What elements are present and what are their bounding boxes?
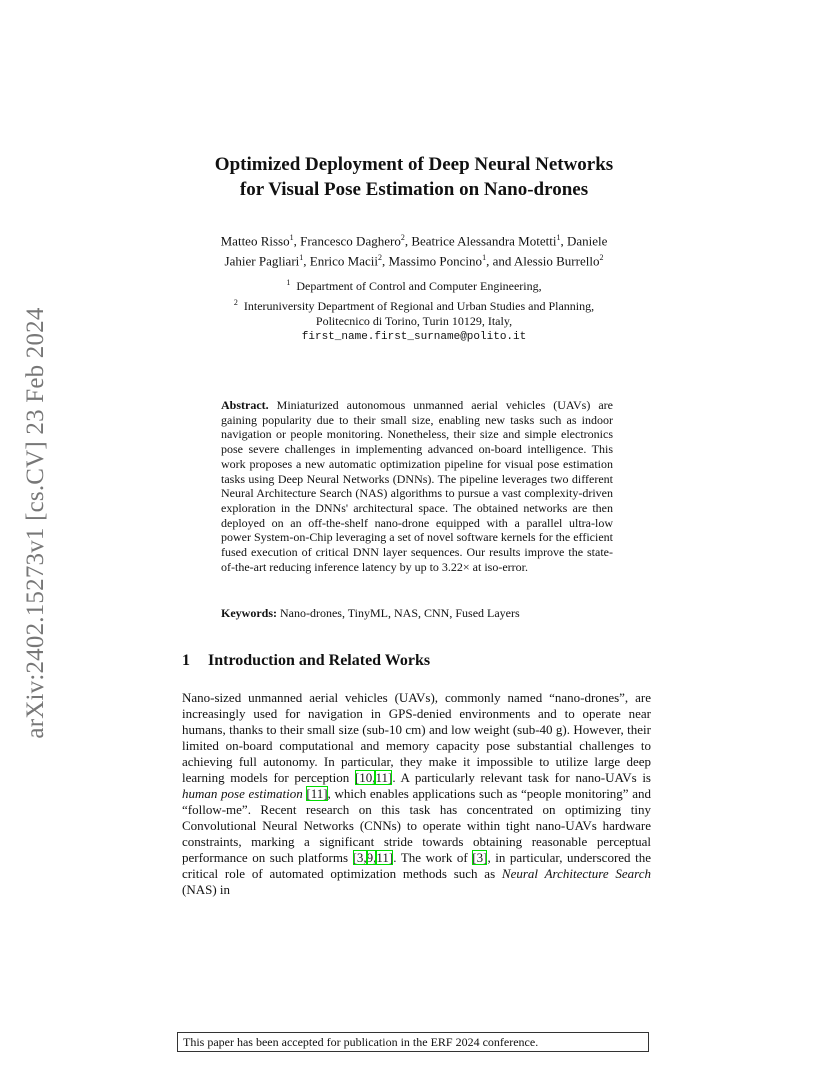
- paper-title-line-1: Optimized Deployment of Deep Neural Networks: [214, 154, 614, 175]
- author-name: , Daniele: [560, 233, 608, 249]
- section-heading: [182, 651, 430, 671]
- author-line-1: [150, 229, 678, 249]
- abstract-label: Abstract.: [221, 398, 269, 412]
- abstract-text: Miniaturized autonomous unmanned aerial vehicles (UAVs) are gaining popularity due to their small size, enabling new tasks such as indoor navigation or people monitoring. Nonetheless, their size and simple electronics pose severe challenges in implementing advanced on-board intelligence. This work proposes a new automatic optimization pipeline for visual pose estimation tasks using Deep Neural Networks (DNNs). The pipeline leverages two different Neural Architecture Search (NAS) algorithms to pursue a vast complexity-driven exploration in the DNNs' architectural space. The obtained networks are then deployed on an off-the-shelf nano-drone equipped with a parallel ultra-low power System-on-Chip leveraging a set of novel software kernels for the efficient fused execution of critical DNN layer sequences. Our results improve the state-of-the-art reducing inference latency by up to 3.22× at iso-error.: [221, 398, 613, 574]
- author-name: Jahier Pagliari: [224, 253, 300, 269]
- body-text-run: , in particular, underscored the critical role of automated optimization methods such as: [182, 850, 651, 881]
- emphasis-text: human pose estimation: [182, 786, 303, 801]
- body-text-run: . The work of: [393, 850, 473, 865]
- section-title: Introduction and Related Works: [208, 652, 431, 669]
- author-name: , Enrico Macii: [303, 253, 379, 269]
- paper-title: [150, 152, 678, 202]
- affiliations: [150, 275, 678, 345]
- body-text-run: , which enables applications such as “people monitoring” and “follow-me”. Recent research on this task has concentrated on optimizing tiny Convolutional Neural Networks (CNNs) to operate within tight nano-UAVs hardware constraints, marking a significant stride towards obtaining reasonable perceptual performance on such platforms: [182, 786, 651, 865]
- citation-link[interactable]: 9,: [366, 850, 377, 865]
- body-text-run: Nano-sized unmanned aerial vehicles (UAVs), commonly named “nano-drones”, are increasingly used for navigation in GPS-denied environments and to operate near humans, thanks to their small size (sub-10 cm) and low weight (sub-40 g). However, their limited on-board computational and memory capacity pose substantial challenges to achieving full autonomy. In particular, they make it impossible to utilize large deep learning models for perception: [182, 690, 651, 785]
- arxiv-sidebar: [16, 285, 56, 760]
- author-name: , Francesco Daghero: [293, 233, 401, 249]
- affil-text: Department of Control and Computer Engineering,: [296, 279, 542, 293]
- affil-mark: 1: [286, 278, 291, 287]
- author-name: , and Alessio Burrello: [486, 253, 600, 269]
- keywords-text: Nano-drones, TinyML, NAS, CNN, Fused Layers: [280, 606, 520, 620]
- author-affil-mark: 1: [482, 253, 487, 263]
- abstract: [221, 398, 613, 574]
- author-affil-mark: 1: [556, 233, 561, 242]
- author-affil-mark: 2: [400, 233, 405, 242]
- author-line-2: [150, 249, 678, 269]
- paper-title-line-2: for Visual Pose Estimation on Nano-drones: [239, 179, 589, 200]
- emphasis-text: Neural Architecture Search: [501, 866, 651, 881]
- citation-link[interactable]: [11]: [306, 786, 328, 801]
- body-text-run: (NAS) in: [182, 882, 231, 897]
- affiliation-1: [150, 275, 678, 295]
- citation-link[interactable]: 11]: [375, 770, 393, 785]
- affil-text: Interuniversity Department of Regional and Urban Studies and Planning,: [243, 298, 595, 313]
- author-affil-mark: 1: [299, 253, 304, 263]
- author-affil-mark: 1: [289, 233, 294, 242]
- body-paragraph: [182, 690, 651, 898]
- affil-mark: 2: [233, 297, 238, 307]
- author-name: Matteo Risso: [220, 233, 290, 249]
- author-list: [150, 229, 678, 270]
- author-name: , Massimo Poncino: [382, 253, 483, 269]
- author-affil-mark: 2: [378, 253, 383, 263]
- publication-note: This paper has been accepted for publication in the ERF 2024 conference.: [177, 1032, 649, 1052]
- affiliation-3: Politecnico di Torino, Turin 10129, Italy,: [315, 314, 513, 328]
- citation-link[interactable]: [10,: [354, 770, 376, 785]
- contact-email: first_name.first_surname@polito.it: [301, 330, 527, 343]
- keywords-label: Keywords:: [221, 606, 277, 620]
- arxiv-identifier: arXiv:2402.15273v1 [cs.CV] 23 Feb 2024: [22, 306, 49, 739]
- author-affil-mark: 2: [599, 253, 604, 263]
- author-name: , Beatrice Alessandra Motetti: [404, 233, 557, 249]
- keywords: [221, 606, 613, 621]
- body-text-run: . A particularly relevant task for nano-UAVs is: [392, 770, 651, 785]
- citation-link[interactable]: 11]: [376, 850, 394, 865]
- citation-link[interactable]: [3]: [472, 850, 488, 865]
- citation-link[interactable]: [3,: [352, 850, 367, 865]
- section-number: 1: [182, 652, 190, 669]
- affiliation-2: [150, 295, 678, 315]
